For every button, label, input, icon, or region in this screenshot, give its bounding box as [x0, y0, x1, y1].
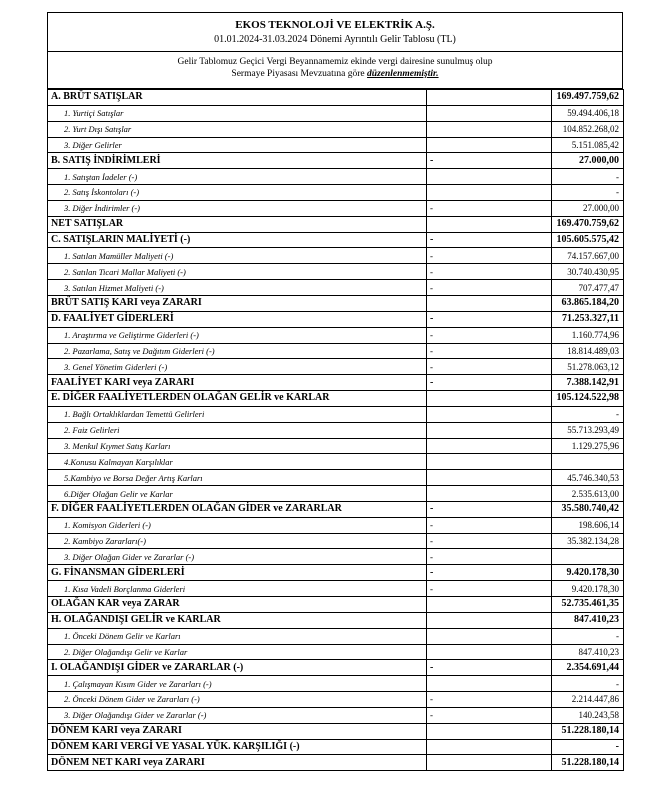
detail-row	[48, 200, 624, 216]
detail-row	[48, 359, 624, 375]
row-label: 3. Diğer Olağan Gider ve Zararlar (-)	[48, 549, 427, 565]
row-sign	[427, 723, 552, 739]
row-sign: -	[427, 248, 552, 264]
note-line-1: Gelir Tablomuz Geçici Vergi Beyannamemiz ekinde vergi dairesine sunulmuş olup	[177, 57, 493, 67]
row-amount: 18.814.489,03	[552, 343, 624, 359]
row-amount	[552, 549, 624, 565]
row-sign	[427, 676, 552, 692]
row-sign	[427, 486, 552, 502]
row-label: NET SATIŞLAR	[48, 216, 427, 232]
row-label: 2. Önceki Dönem Gider ve Zararları (-)	[48, 692, 427, 708]
detail-row	[48, 628, 624, 644]
row-amount: 140.243,58	[552, 707, 624, 723]
section-row	[48, 723, 624, 739]
detail-row	[48, 264, 624, 280]
row-amount: -	[552, 739, 624, 755]
row-sign	[427, 644, 552, 660]
detail-row	[48, 533, 624, 549]
row-sign	[427, 597, 552, 613]
row-amount: 51.228.180,14	[552, 723, 624, 739]
row-sign: -	[427, 660, 552, 676]
section-row	[48, 391, 624, 407]
detail-row	[48, 549, 624, 565]
row-label: DÖNEM NET KARI veya ZARARI	[48, 755, 427, 771]
row-amount: 169.497.759,62	[552, 90, 624, 106]
row-label: 1. Bağlı Ortaklıklardan Temettü Gelirleri	[48, 406, 427, 422]
row-sign	[427, 612, 552, 628]
section-row	[48, 755, 624, 771]
row-sign	[427, 755, 552, 771]
row-label: FAALİYET KARI veya ZARARI	[48, 375, 427, 391]
row-label: A. BRÜT SATIŞLAR	[48, 90, 427, 106]
detail-row	[48, 517, 624, 533]
row-amount: 5.151.085,42	[552, 137, 624, 153]
row-label: F. DİĞER FAALİYETLERDEN OLAĞAN GİDER ve ZARARLAR	[48, 501, 427, 517]
row-amount: 45.746.340,53	[552, 470, 624, 486]
section-row	[48, 295, 624, 311]
row-amount	[552, 454, 624, 470]
row-sign: -	[427, 549, 552, 565]
row-amount: 7.388.142,91	[552, 375, 624, 391]
row-sign: -	[427, 264, 552, 280]
section-row	[48, 216, 624, 232]
row-label: 2. Diğer Olağandışı Gelir ve Karlar	[48, 644, 427, 660]
detail-row	[48, 327, 624, 343]
detail-row	[48, 185, 624, 201]
row-amount: 35.382.134,28	[552, 533, 624, 549]
row-label: I. OLAĞANDIŞI GİDER ve ZARARLAR (-)	[48, 660, 427, 676]
row-label: E. DİĞER FAALİYETLERDEN OLAĞAN GELİR ve KARLAR	[48, 391, 427, 407]
row-amount: 9.420.178,30	[552, 565, 624, 581]
row-sign	[427, 438, 552, 454]
row-amount: 2.214.447,86	[552, 692, 624, 708]
row-label: 3. Diğer Olağandışı Gider ve Zararlar (-)	[48, 707, 427, 723]
detail-row	[48, 707, 624, 723]
detail-row	[48, 486, 624, 502]
row-sign: -	[427, 280, 552, 296]
row-sign: -	[427, 153, 552, 169]
row-sign: -	[427, 533, 552, 549]
row-label: 2. Kambiyo Zararları(-)	[48, 533, 427, 549]
row-label: DÖNEM KARI VERGİ VE YASAL YÜK. KARŞILIĞI (-)	[48, 739, 427, 755]
row-label: 1. Satıştan İadeler (-)	[48, 169, 427, 185]
detail-row	[48, 343, 624, 359]
row-amount: 2.354.691,44	[552, 660, 624, 676]
row-amount: 35.580.740,42	[552, 501, 624, 517]
row-sign	[427, 105, 552, 121]
row-label: 2. Satılan Ticari Mallar Maliyeti (-)	[48, 264, 427, 280]
row-sign	[427, 295, 552, 311]
row-label: 2. Pazarlama, Satış ve Dağıtım Giderleri (-)	[48, 343, 427, 359]
row-sign: -	[427, 565, 552, 581]
row-amount: 104.852.268,02	[552, 121, 624, 137]
row-sign	[427, 90, 552, 106]
row-amount: 71.253.327,11	[552, 311, 624, 327]
row-sign: -	[427, 343, 552, 359]
detail-row	[48, 676, 624, 692]
row-label: G. FİNANSMAN GİDERLERİ	[48, 565, 427, 581]
row-amount: 105.605.575,42	[552, 232, 624, 248]
row-label: 2. Satış İskontoları (-)	[48, 185, 427, 201]
row-amount: 27.000,00	[552, 153, 624, 169]
section-row	[48, 232, 624, 248]
row-label: 2. Faiz Gelirleri	[48, 422, 427, 438]
row-label: C. SATIŞLARIN MALİYETİ (-)	[48, 232, 427, 248]
row-label: D. FAALİYET GİDERLERİ	[48, 311, 427, 327]
detail-row	[48, 105, 624, 121]
row-amount: -	[552, 628, 624, 644]
detail-row	[48, 406, 624, 422]
row-sign	[427, 454, 552, 470]
row-sign: -	[427, 327, 552, 343]
section-row	[48, 90, 624, 106]
row-label: 3. Genel Yönetim Giderleri (-)	[48, 359, 427, 375]
row-amount: 707.477,47	[552, 280, 624, 296]
row-label: DÖNEM KARI veya ZARARI	[48, 723, 427, 739]
detail-row	[48, 248, 624, 264]
row-label: 1. Komisyon Giderleri (-)	[48, 517, 427, 533]
row-sign	[427, 470, 552, 486]
row-amount: 52.735.461,35	[552, 597, 624, 613]
row-sign: -	[427, 581, 552, 597]
note-line-2-emphasis: düzenlenmemiştir.	[367, 69, 439, 79]
row-sign	[427, 121, 552, 137]
detail-row	[48, 581, 624, 597]
section-row	[48, 597, 624, 613]
row-sign	[427, 185, 552, 201]
row-sign: -	[427, 200, 552, 216]
row-amount: 847.410,23	[552, 644, 624, 660]
row-amount: 9.420.178,30	[552, 581, 624, 597]
company-name: EKOS TEKNOLOJİ VE ELEKTRİK A.Ş.	[235, 19, 435, 31]
row-amount: 198.606,14	[552, 517, 624, 533]
income-statement	[47, 12, 623, 771]
row-sign: -	[427, 311, 552, 327]
detail-row	[48, 438, 624, 454]
detail-row	[48, 422, 624, 438]
note-line-2	[48, 68, 622, 80]
row-amount: 1.160.774,96	[552, 327, 624, 343]
detail-row	[48, 644, 624, 660]
income-table	[47, 89, 624, 771]
row-amount: 1.129.275,96	[552, 438, 624, 454]
row-label: 2. Yurt Dışı Satışlar	[48, 121, 427, 137]
row-amount: 105.124.522,98	[552, 391, 624, 407]
section-row	[48, 565, 624, 581]
section-row	[48, 739, 624, 755]
row-amount: 51.228.180,14	[552, 755, 624, 771]
section-row	[48, 501, 624, 517]
row-amount: 847.410,23	[552, 612, 624, 628]
row-label: 1. Yurtiçi Satışlar	[48, 105, 427, 121]
row-label: B. SATIŞ İNDİRİMLERİ	[48, 153, 427, 169]
section-row	[48, 153, 624, 169]
row-amount: 55.713.293,49	[552, 422, 624, 438]
row-sign	[427, 216, 552, 232]
note-line-2-prefix: Sermaye Piyasası Mevzuatına göre	[231, 69, 365, 79]
detail-row	[48, 470, 624, 486]
row-label: 3. Diğer İndirimler (-)	[48, 200, 427, 216]
row-label: 1. Çalışmayan Kısım Gider ve Zararları (-)	[48, 676, 427, 692]
row-amount: 169.470.759,62	[552, 216, 624, 232]
row-label: 3. Menkul Kıymet Satış Karları	[48, 438, 427, 454]
income-table-body	[48, 90, 624, 771]
row-sign	[427, 422, 552, 438]
row-amount: 59.494.406,18	[552, 105, 624, 121]
row-amount: -	[552, 676, 624, 692]
disclaimer-note	[47, 52, 623, 89]
row-amount: 30.740.430,95	[552, 264, 624, 280]
row-label: H. OLAĞANDIŞI GELİR ve KARLAR	[48, 612, 427, 628]
row-sign	[427, 739, 552, 755]
row-sign: -	[427, 359, 552, 375]
row-amount: 74.157.667,00	[552, 248, 624, 264]
row-amount: 63.865.184,20	[552, 295, 624, 311]
row-sign	[427, 391, 552, 407]
detail-row	[48, 692, 624, 708]
row-label: 3. Satılan Hizmet Maliyeti (-)	[48, 280, 427, 296]
row-label: 1. Kısa Vadeli Borçlanma Giderleri	[48, 581, 427, 597]
section-row	[48, 311, 624, 327]
statement-period: 01.01.2024-31.03.2024 Dönemi Ayrıntılı Gelir Tablosu (TL)	[214, 34, 456, 45]
row-sign: -	[427, 232, 552, 248]
row-label: 3. Diğer Gelirler	[48, 137, 427, 153]
section-row	[48, 375, 624, 391]
row-label: 4.Konusu Kalmayan Karşılıklar	[48, 454, 427, 470]
row-amount: 2.535.613,00	[552, 486, 624, 502]
row-sign	[427, 137, 552, 153]
row-sign	[427, 628, 552, 644]
detail-row	[48, 169, 624, 185]
row-label: 5.Kambiyo ve Borsa Değer Artış Karları	[48, 470, 427, 486]
row-label: 1. Önceki Dönem Gelir ve Karları	[48, 628, 427, 644]
row-label: BRÜT SATIŞ KARI veya ZARARI	[48, 295, 427, 311]
row-label: 1. Satılan Mamüller Maliyeti (-)	[48, 248, 427, 264]
detail-row	[48, 280, 624, 296]
row-amount: 51.278.063,12	[552, 359, 624, 375]
section-row	[48, 660, 624, 676]
section-row	[48, 612, 624, 628]
row-sign: -	[427, 707, 552, 723]
row-label: OLAĞAN KAR veya ZARAR	[48, 597, 427, 613]
row-label: 6.Diğer Olağan Gelir ve Karlar	[48, 486, 427, 502]
row-sign: -	[427, 501, 552, 517]
row-amount: -	[552, 406, 624, 422]
row-amount: -	[552, 169, 624, 185]
row-sign	[427, 406, 552, 422]
detail-row	[48, 121, 624, 137]
row-sign: -	[427, 517, 552, 533]
detail-row	[48, 454, 624, 470]
row-sign: -	[427, 692, 552, 708]
row-sign	[427, 169, 552, 185]
row-sign: -	[427, 375, 552, 391]
title-box	[47, 12, 623, 52]
row-amount: -	[552, 185, 624, 201]
detail-row	[48, 137, 624, 153]
row-amount: 27.000,00	[552, 200, 624, 216]
row-label: 1. Araştırma ve Geliştirme Giderleri (-)	[48, 327, 427, 343]
